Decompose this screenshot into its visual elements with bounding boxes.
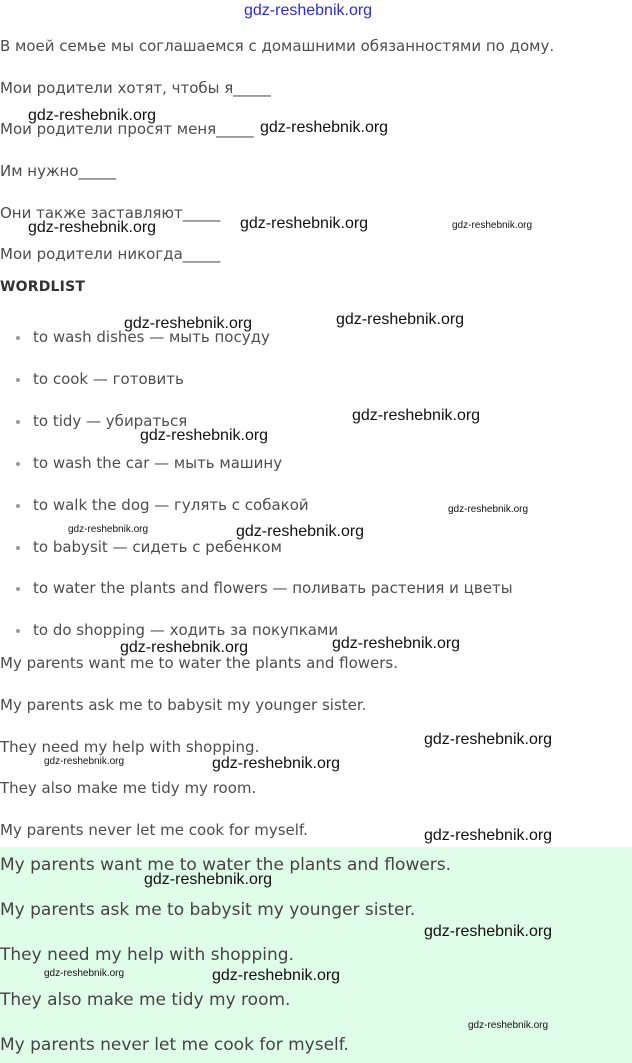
bullet-icon — [16, 587, 20, 591]
prompt-line: Им нужно_____ — [0, 162, 116, 180]
bullet-icon — [16, 378, 20, 382]
prompt-line: Мои родители хотят, чтобы я_____ — [0, 79, 271, 97]
watermark: gdz-reshebnik.org — [448, 504, 529, 515]
watermark: gdz-reshebnik.org — [236, 523, 365, 540]
watermark: gdz-reshebnik.org — [468, 1020, 549, 1031]
watermark: gdz-reshebnik.org — [332, 635, 461, 652]
prompt-line: Мои родители просят меня_____ — [0, 120, 254, 138]
watermark: gdz-reshebnik.org — [28, 107, 157, 124]
watermark: gdz-reshebnik.org — [120, 639, 249, 656]
watermark: gdz-reshebnik.org — [352, 407, 481, 424]
bullet-icon — [16, 462, 20, 466]
intro-sentence: В моей семье мы соглашаемся с домашними обязанностями по дому. — [0, 37, 555, 55]
highlighted-answer-line: They need my help with shopping. — [0, 945, 294, 965]
answer-line: My parents want me to water the plants and flowers. — [0, 654, 398, 672]
list-item-text: to wash the car — мыть машину — [33, 454, 283, 472]
bullet-icon — [16, 336, 20, 340]
watermark: gdz-reshebnik.org — [336, 311, 465, 328]
watermark: gdz-reshebnik.org — [212, 755, 341, 772]
highlighted-answer-line: My parents never let me cook for myself. — [0, 1035, 349, 1055]
prompt-line: Мои родители никогда_____ — [0, 245, 221, 263]
bullet-icon — [16, 504, 20, 508]
answer-line: My parents ask me to babysit my younger sister. — [0, 696, 367, 714]
watermark: gdz-reshebnik.org — [68, 524, 149, 535]
highlighted-answer-line: My parents want me to water the plants and flowers. — [0, 855, 452, 875]
watermark: gdz-reshebnik.org — [124, 315, 253, 332]
watermark: gdz-reshebnik.org — [424, 923, 553, 940]
bullet-icon — [16, 420, 20, 424]
wordlist-heading: WORDLIST — [0, 279, 86, 295]
top-watermark-link[interactable]: gdz-reshebnik.org — [244, 2, 373, 19]
watermark: gdz-reshebnik.org — [260, 119, 389, 136]
list-item-text: to babysit — сидеть с ребенком — [33, 538, 282, 556]
watermark: gdz-reshebnik.org — [240, 215, 369, 232]
answer-line: My parents never let me cook for myself. — [0, 821, 308, 839]
list-item — [16, 370, 184, 388]
watermark: gdz-reshebnik.org — [212, 967, 341, 984]
list-item — [16, 454, 282, 472]
watermark: gdz-reshebnik.org — [424, 827, 553, 844]
list-item-text: to wash dishes — мыть посуду — [33, 328, 270, 346]
list-item — [16, 579, 513, 597]
list-item-text: to do shopping — ходить за покупками — [33, 621, 339, 639]
watermark: gdz-reshebnik.org — [144, 871, 273, 888]
list-item-text: to water the plants and flowers — поливать растения и цветы — [33, 579, 513, 597]
list-item-text: to tidy — убираться — [33, 412, 188, 430]
watermark: gdz-reshebnik.org — [424, 731, 553, 748]
answer-line: They also make me tidy my room. — [0, 779, 257, 797]
prompt-line: Они также заставляют_____ — [0, 204, 221, 222]
watermark: gdz-reshebnik.org — [44, 968, 125, 979]
list-item-text: to cook — готовить — [33, 370, 184, 388]
list-item — [16, 621, 338, 639]
watermark: gdz-reshebnik.org — [28, 219, 157, 236]
bullet-icon — [16, 629, 20, 633]
highlighted-answer-line: My parents ask me to babysit my younger sister. — [0, 900, 416, 920]
list-item — [16, 496, 309, 514]
watermark: gdz-reshebnik.org — [452, 220, 533, 231]
watermark: gdz-reshebnik.org — [140, 427, 269, 444]
list-item-text: to walk the dog — гулять с собакой — [33, 496, 309, 514]
bullet-icon — [16, 546, 20, 550]
answer-line: They need my help with shopping. — [0, 738, 260, 756]
highlighted-answer-line: They also make me tidy my room. — [0, 990, 291, 1010]
watermark: gdz-reshebnik.org — [44, 756, 125, 767]
